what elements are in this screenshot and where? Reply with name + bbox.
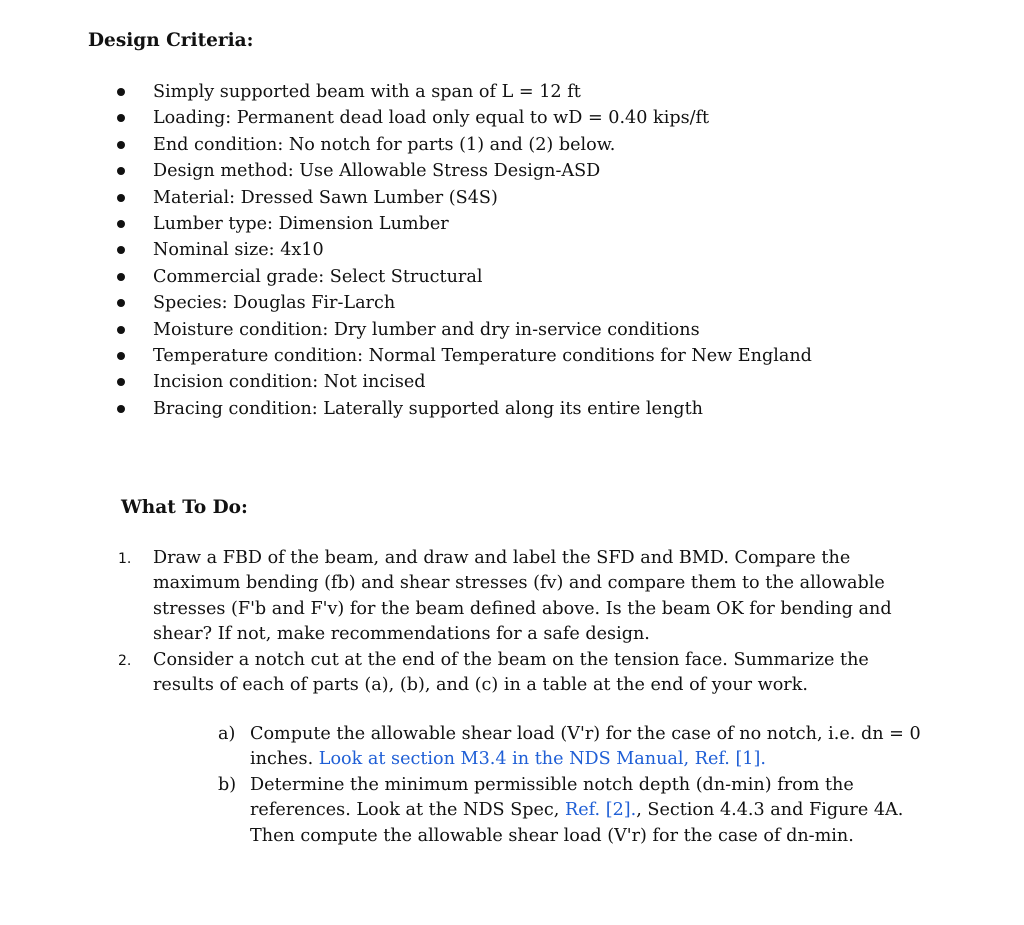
task-number-2: 2.: [118, 652, 132, 669]
task-text-1: Draw a FBD of the beam, and draw and label the SFD and BMD. Compare the maximum bending (fb) and shear stresses (fv) and compare them to the allowable stresses (F'b and F'v) for the beam defined above. Is the beam OK for bending and shear? If not, make recommendations for a safe design.: [153, 548, 892, 645]
criteria-item-nominal-size: Nominal size: 4x10: [0, 237, 812, 263]
task-list: [0, 546, 900, 698]
criteria-item-bracing: Bracing condition: Laterally supported along its entire length: [0, 396, 812, 422]
reference-link-manual[interactable]: Look at section M3.4 in the NDS Manual, Ref. [1].: [318, 749, 766, 770]
subtask-list: [0, 722, 930, 849]
criteria-item-grade: Commercial grade: Select Structural: [0, 264, 812, 290]
criteria-item-design-method: Design method: Use Allowable Stress Design-ASD: [0, 158, 812, 184]
design-criteria-heading: Design Criteria:: [88, 30, 254, 51]
subtask-letter-a: a): [218, 724, 236, 744]
subtask-text-b-2: , Section 4.4.3 and Figure 4A. Then compute the allowable shear load (V'r) for the case of dn-min.: [250, 800, 904, 846]
task-text-2: Consider a notch cut at the end of the beam on the tension face. Summarize the results of each of parts (a), (b), and (c) in a table at the end of your work.: [153, 649, 869, 696]
subtask-item-b: [0, 773, 930, 849]
subtask-letter-b: b): [218, 774, 237, 795]
reference-link-spec[interactable]: Ref. [2].: [564, 800, 637, 821]
task-item-1: [0, 546, 900, 648]
criteria-item-moisture: Moisture condition: Dry lumber and dry in-service conditions: [0, 317, 812, 343]
what-to-do-heading: What To Do:: [121, 497, 248, 518]
subtask-text-a: Compute the allowable shear load (V'r) for the case of no notch, i.e. dn = 0 inches.: [250, 724, 921, 770]
criteria-item-incision: Incision condition: Not incised: [0, 369, 812, 395]
criteria-item-lumber-type: Lumber type: Dimension Lumber: [0, 211, 812, 237]
subtask-item-a: [0, 722, 930, 773]
task-number-1: 1.: [118, 551, 132, 567]
criteria-item-end-condition: End condition: No notch for parts (1) and (2) below.: [0, 132, 812, 158]
subtask-text-b-1: Determine the minimum permissible notch depth (dn-min) from the references. Look at the NDS Spec,: [250, 774, 854, 821]
criteria-item-span: Simply supported beam with a span of L = 12 ft: [0, 79, 812, 105]
task-item-2: [0, 648, 900, 699]
design-criteria-list: [0, 79, 812, 422]
criteria-item-temperature: Temperature condition: Normal Temperature conditions for New England: [0, 343, 812, 369]
criteria-item-loading: Loading: Permanent dead load only equal to wD = 0.40 kips/ft: [0, 105, 812, 131]
criteria-item-species: Species: Douglas Fir-Larch: [0, 290, 812, 316]
criteria-item-material: Material: Dressed Sawn Lumber (S4S): [0, 185, 812, 211]
